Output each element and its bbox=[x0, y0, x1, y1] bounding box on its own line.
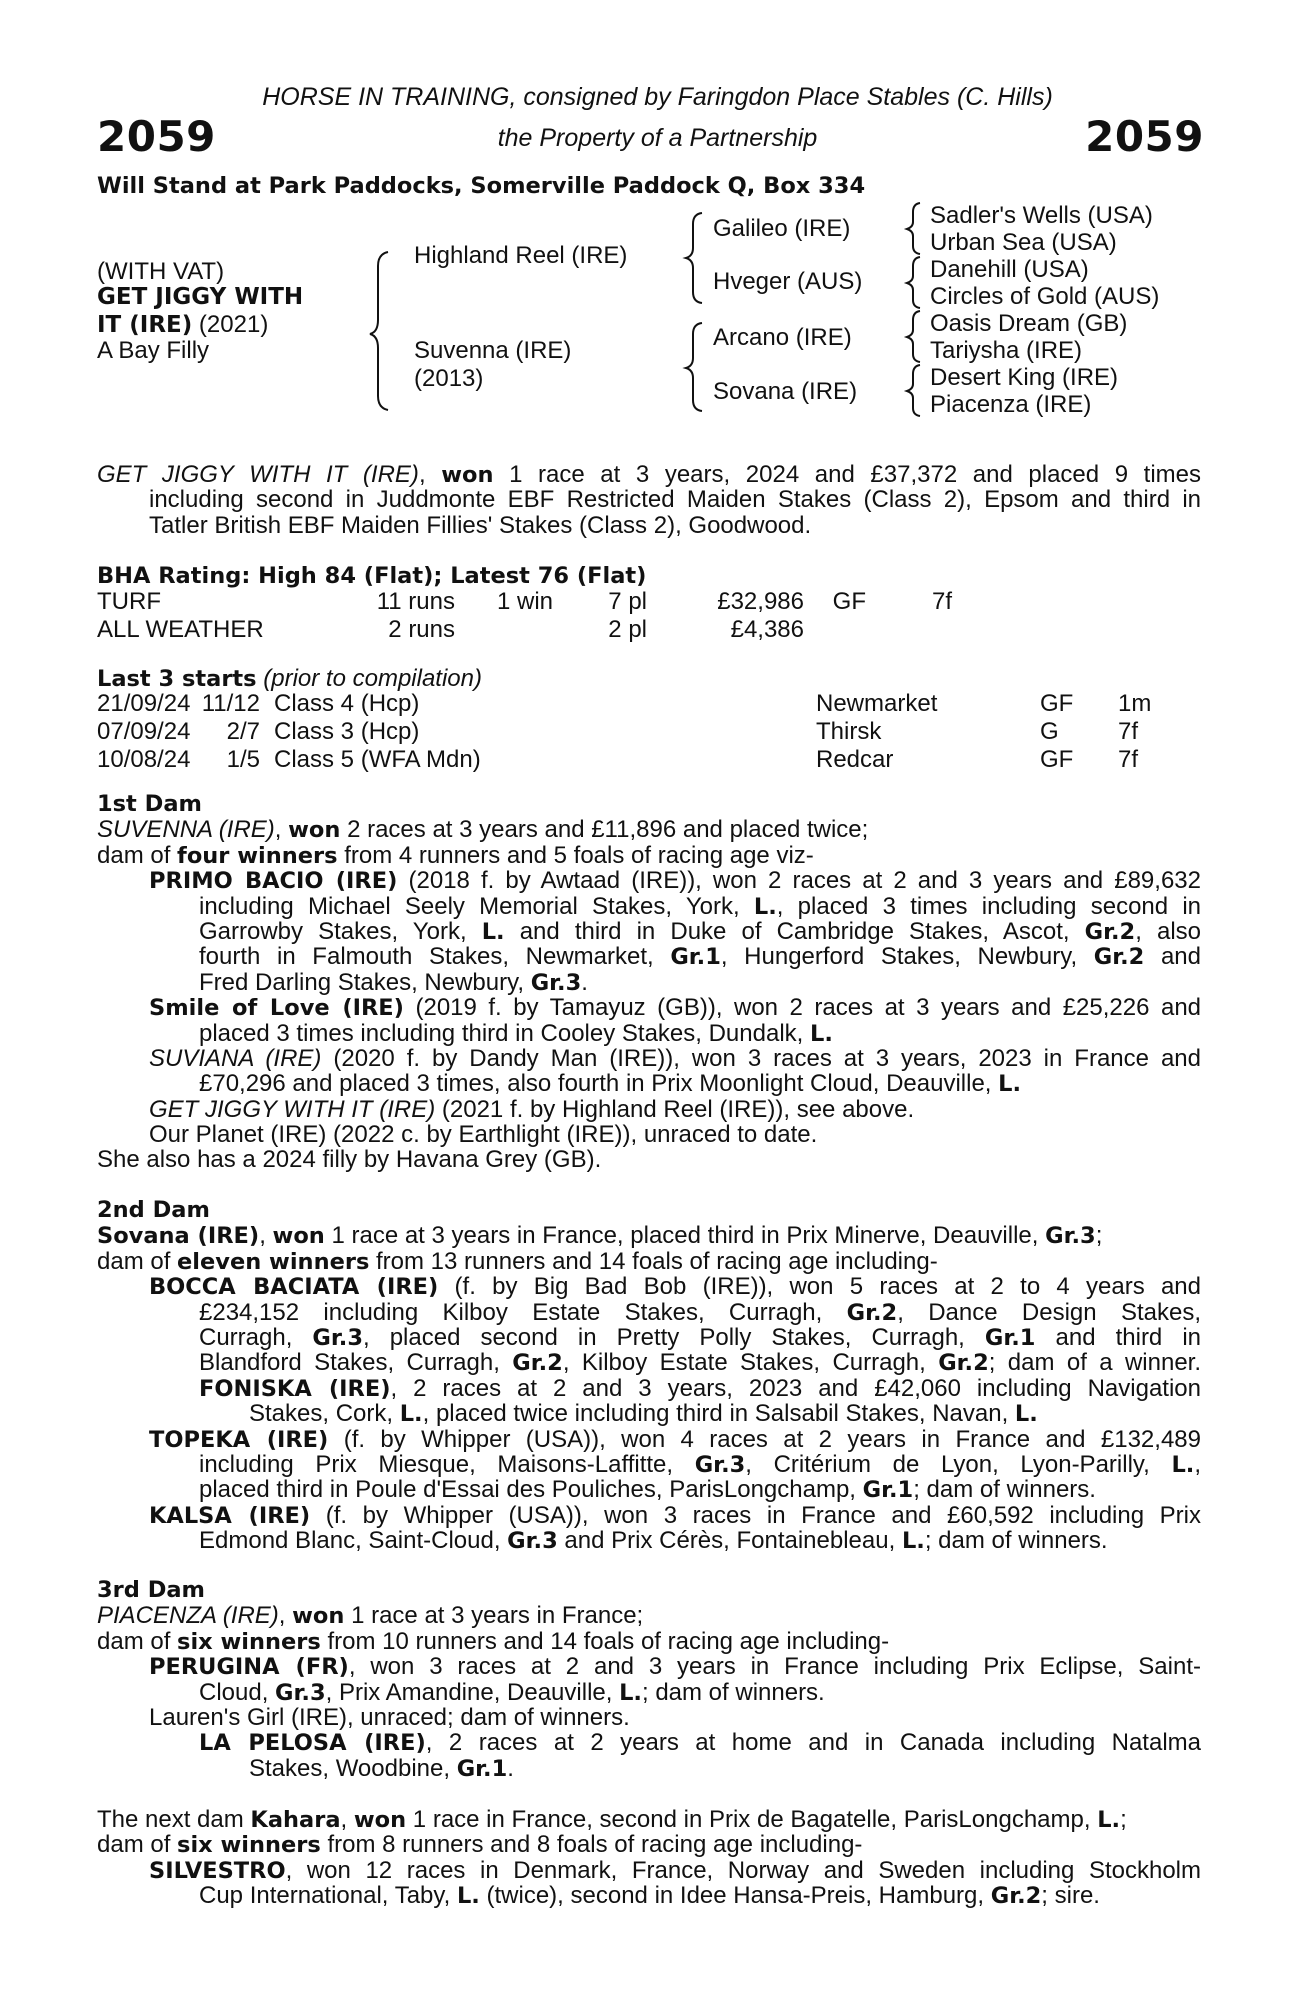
last-starts-table bbox=[97, 690, 1151, 774]
progeny-line: placed 3 times including third in Cooley Stakes, Dundalk, L. bbox=[199, 1019, 833, 1047]
gg-5: Oasis Dream (GB) bbox=[930, 310, 1128, 337]
horse-name-line1: GET JIGGY WITH bbox=[97, 284, 304, 310]
sire-dam: Hveger (AUS) bbox=[713, 268, 863, 295]
last-starts-note: (prior to compilation) bbox=[256, 665, 482, 692]
brace-g1 bbox=[907, 203, 920, 254]
dam-of-line: dam of four winners from 4 runners and 5 foals of racing age viz- bbox=[97, 841, 814, 869]
vat-note: (WITH VAT) bbox=[97, 258, 225, 285]
dam-sire: Arcano (IRE) bbox=[713, 324, 852, 351]
second-dam-section bbox=[97, 1198, 1201, 1553]
progeny-entry: PERUGINA (FR), won 3 races at 2 and 3 years in France including Prix Eclipse, Saint- bbox=[149, 1653, 1201, 1681]
dam-of-line: dam of eleven winners from 13 runners and 14 foals of racing age including- bbox=[97, 1247, 938, 1275]
brace-dam bbox=[686, 323, 702, 411]
horse-description: A Bay Filly bbox=[97, 337, 210, 364]
brace-g2 bbox=[907, 257, 920, 308]
progeny-line: Curragh, Gr.3, placed second in Pretty Polly Stakes, Curragh, Gr.1 and third in bbox=[199, 1323, 1202, 1351]
grandprogeny-entry: LA PELOSA (IRE), 2 races at 2 years at home and in Canada including Natalma bbox=[199, 1729, 1201, 1757]
summary-line: GET JIGGY WITH IT (IRE), won 1 race at 3 years, 2024 and £37,372 and placed 9 times bbox=[97, 461, 1201, 488]
summary-line: including second in Juddmonte EBF Restricted Maiden Stakes (Class 2), Epsom and third in bbox=[149, 486, 1201, 514]
table-row: ALL WEATHER 2 runs 2 pl £4,386 bbox=[97, 616, 804, 643]
section-title: 2nd Dam bbox=[97, 1197, 210, 1223]
gg-6: Tariysha (IRE) bbox=[930, 337, 1083, 364]
rating-table bbox=[97, 588, 952, 644]
dam-intro: PIACENZA (IRE), won 1 race at 3 years in France; bbox=[97, 1602, 644, 1630]
dam-of-line: dam of six winners from 8 runners and 8 foals of racing age including- bbox=[97, 1831, 863, 1859]
dam-year: (2013) bbox=[414, 365, 484, 392]
sire-sire: Galileo (IRE) bbox=[713, 215, 851, 242]
next-dam-intro: The next dam Kahara, won 1 race in France, second in Prix de Bagatelle, ParisLongchamp, L.; bbox=[97, 1806, 1127, 1833]
progeny-line: fourth in Falmouth Stakes, Newmarket, Gr.1, Hungerford Stakes, Newbury, Gr.2 and bbox=[199, 943, 1201, 971]
first-dam-section bbox=[97, 792, 1201, 1173]
progeny-line: Garrowby Stakes, York, L. and third in Duke of Cambridge Stakes, Ascot, Gr.2, also bbox=[199, 917, 1202, 945]
dam-intro: SUVENNA (IRE), won 2 races at 3 years and £11,896 and placed twice; bbox=[97, 816, 869, 844]
last-starts-title-row bbox=[97, 665, 482, 693]
gg-4: Circles of Gold (AUS) bbox=[930, 283, 1160, 310]
progeny-line: Cup International, Taby, L. (twice), second in Idee Hansa-Preis, Hamburg, Gr.2; sire. bbox=[199, 1882, 1100, 1910]
dam-intro: Sovana (IRE), won 1 race at 3 years in France, placed third in Prix Minerve, Deauville, Gr.3; bbox=[97, 1222, 1103, 1250]
consignment-line: HORSE IN TRAINING, consigned by Faringdon Place Stables (C. Hills) bbox=[262, 83, 1053, 111]
progeny-entry: KALSA (IRE) (f. by Whipper (USA)), won 3 races in France and £60,592 including Prix bbox=[149, 1501, 1201, 1529]
section-title: 3rd Dam bbox=[97, 1577, 205, 1603]
property-line: the Property of a Partnership bbox=[497, 124, 818, 152]
race-summary bbox=[97, 462, 1201, 538]
brace-main bbox=[370, 252, 388, 410]
sire-name: Highland Reel (IRE) bbox=[414, 242, 628, 269]
brace-sire bbox=[686, 213, 702, 303]
progeny-line: Stakes, Cork, L., placed twice including third in Salsabil Stakes, Navan, L. bbox=[249, 1400, 1038, 1428]
progeny-entry: Our Planet (IRE) (2022 c. by Earthlight (IRE)), unraced to date. bbox=[149, 1121, 818, 1149]
gg-1: Sadler's Wells (USA) bbox=[930, 202, 1153, 229]
lot-number-right: 2059 bbox=[1085, 112, 1204, 161]
horse-name-line2: IT (IRE) bbox=[97, 312, 193, 338]
progeny-entry: Lauren's Girl (IRE), unraced; dam of winners. bbox=[149, 1703, 630, 1731]
progeny-line: placed third in Poule d'Essai des Pouliches, ParisLongchamp, Gr.1; dam of winners. bbox=[199, 1476, 1096, 1504]
progeny-entry: Smile of Love (IRE) (2019 f. by Tamayuz (GB)), won 2 races at 3 years and £25,226 and bbox=[149, 994, 1202, 1022]
dam-of-line: dam of six winners from 10 runners and 14 foals of racing age including- bbox=[97, 1627, 890, 1655]
table-row: TURF 11 runs 1 win 7 pl £32,986 GF 7f bbox=[97, 588, 952, 615]
progeny-line: Blandford Stakes, Curragh, Gr.2, Kilboy Estate Stakes, Curragh, Gr.2; dam of a winner. bbox=[199, 1349, 1202, 1377]
progeny-line: including Michael Seely Memorial Stakes, York, L., placed 3 times including second in bbox=[199, 892, 1202, 920]
progeny-line: Edmond Blanc, Saint-Cloud, Gr.3 and Prix Cérès, Fontainebleau, L.; dam of winners. bbox=[199, 1527, 1108, 1555]
progeny-entry: BOCCA BACIATA (IRE) (f. by Big Bad Bob (IRE)), won 5 races at 2 to 4 years and bbox=[149, 1273, 1201, 1301]
summary-line: Tatler British EBF Maiden Fillies' Stakes (Class 2), Goodwood. bbox=[149, 511, 812, 539]
brace-g3 bbox=[907, 311, 920, 362]
foal-note: She also has a 2024 filly by Havana Grey (GB). bbox=[97, 1146, 602, 1174]
progeny-entry: GET JIGGY WITH IT (IRE) (2021 f. by Highland Reel (IRE)), see above. bbox=[149, 1095, 915, 1123]
gg-3: Danehill (USA) bbox=[930, 256, 1089, 283]
progeny-line: £234,152 including Kilboy Estate Stakes, Curragh, Gr.2, Dance Design Stakes, bbox=[199, 1298, 1202, 1326]
progeny-entry: SILVESTRO, won 12 races in Denmark, France, Norway and Sweden including Stockholm bbox=[149, 1856, 1201, 1884]
stand-location: Will Stand at Park Paddocks, Somerville Paddock Q, Box 334 bbox=[97, 173, 866, 199]
progeny-entry: TOPEKA (IRE) (f. by Whipper (USA)), won 4 races at 2 years in France and £132,489 bbox=[149, 1425, 1201, 1453]
table-row: 10/08/24 1/5 Class 5 (WFA Mdn) Redcar GF 7f bbox=[97, 746, 1139, 773]
last-starts-title: Last 3 starts bbox=[97, 666, 257, 692]
lot-number-left: 2059 bbox=[97, 112, 216, 161]
progeny-entry: PRIMO BACIO (IRE) (2018 f. by Awtaad (IRE)), won 2 races at 2 and 3 years and £89,632 bbox=[149, 867, 1201, 895]
table-row: 07/09/24 2/7 Class 3 (Hcp) Thirsk G 7f bbox=[97, 718, 1139, 745]
next-dam-section bbox=[97, 1807, 1201, 1909]
dam-dam: Sovana (IRE) bbox=[713, 378, 858, 405]
brace-g4 bbox=[907, 365, 920, 416]
dam-name: Suvenna (IRE) bbox=[414, 337, 572, 364]
progeny-line: Stakes, Woodbine, Gr.1. bbox=[249, 1754, 514, 1782]
third-dam-section bbox=[97, 1578, 1201, 1781]
section-title: 1st Dam bbox=[97, 791, 202, 817]
progeny-line: £70,296 and placed 3 times, also fourth in Prix Moonlight Cloud, Deauville, L. bbox=[199, 1070, 1022, 1098]
table-row: 21/09/24 11/12 Class 4 (Hcp) Newmarket GF 1m bbox=[97, 690, 1152, 717]
bha-rating-title: BHA Rating: High 84 (Flat); Latest 76 (Flat) bbox=[97, 563, 647, 589]
progeny-entry: SUVIANA (IRE) (2020 f. by Dandy Man (IRE)), won 3 races at 3 years, 2023 in France and bbox=[149, 1044, 1201, 1072]
grandprogeny-entry: FONISKA (IRE), 2 races at 2 and 3 years, 2023 and £42,060 including Navigation bbox=[199, 1374, 1201, 1402]
gg-7: Desert King (IRE) bbox=[930, 364, 1119, 391]
gg-8: Piacenza (IRE) bbox=[930, 391, 1092, 418]
progeny-line: including Prix Miesque, Maisons-Laffitte, Gr.3, Critérium de Lyon, Lyon-Parilly, L., bbox=[199, 1450, 1202, 1478]
horse-year: (2021) bbox=[192, 311, 269, 338]
progeny-line: Cloud, Gr.3, Prix Amandine, Deauville, L.; dam of winners. bbox=[199, 1678, 825, 1706]
progeny-line: Fred Darling Stakes, Newbury, Gr.3. bbox=[199, 968, 588, 996]
gg-2: Urban Sea (USA) bbox=[930, 229, 1117, 256]
